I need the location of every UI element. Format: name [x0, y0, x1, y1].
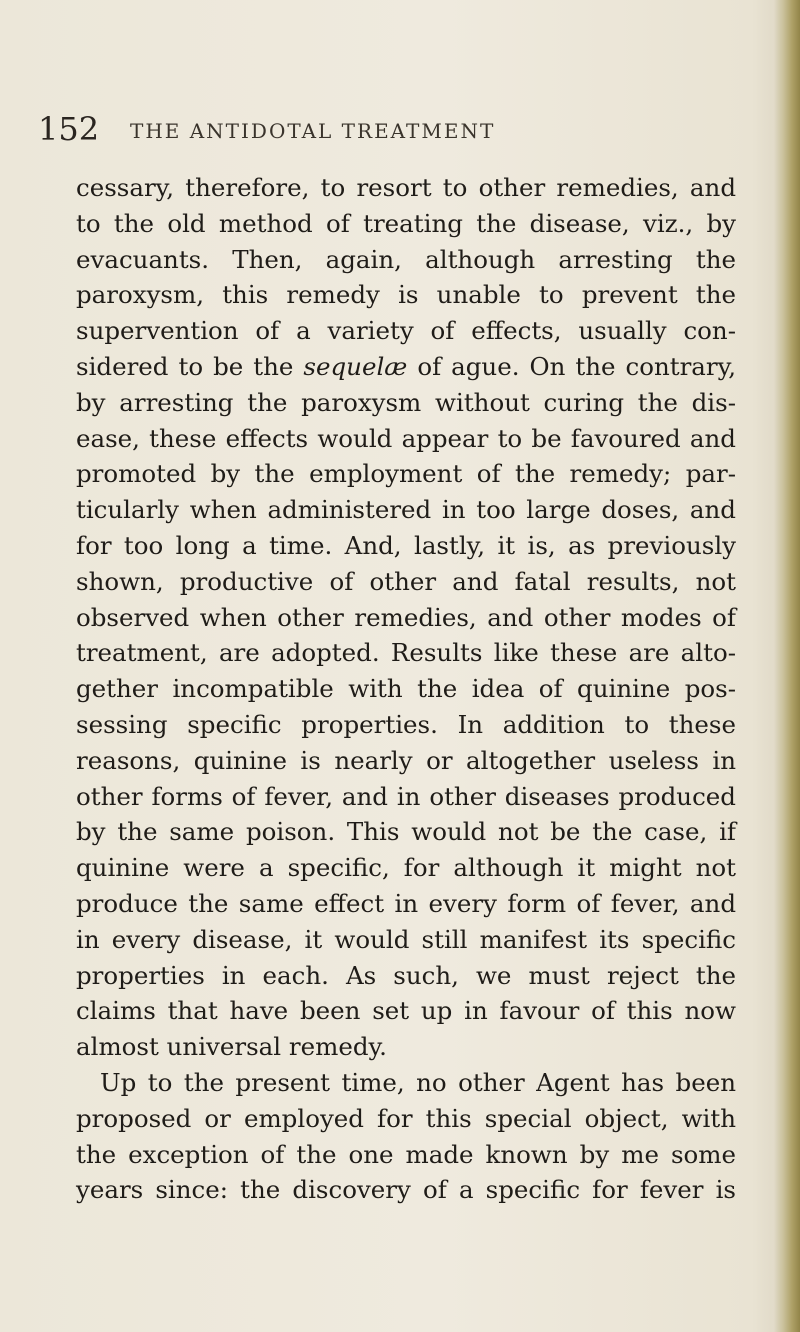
body-text: [76, 170, 736, 1208]
text-line: to the old method of treating the disease, viz., by: [76, 208, 736, 238]
text-line: gether incompatible with the idea of quinine pos-: [76, 674, 736, 704]
text-line: properties in each. As such, we must reject the: [76, 960, 736, 990]
text-line: quinine were a specific, for although it might not: [76, 853, 736, 883]
text-line: observed when other remedies, and other modes of: [76, 602, 736, 632]
text-line: promoted by the employment of the remedy; par-: [76, 459, 736, 489]
text-line: shown, productive of other and fatal results, not: [76, 566, 736, 596]
text-line: evacuants. Then, again, although arresting the: [76, 244, 736, 274]
text-line-end: of ague. On the contrary,: [407, 351, 736, 381]
paragraph-end-line: almost universal remedy.: [76, 1032, 387, 1062]
page-edge-shadow: [774, 0, 800, 1332]
text-line: in every disease, it would still manifest its specific: [76, 924, 736, 954]
text-line: ease, these effects would appear to be favoured and: [76, 423, 736, 453]
italic-term-sequelae: sequelæ: [303, 351, 408, 381]
text-line: other forms of fever, and in other diseases produced: [76, 781, 736, 811]
text-line: produce the same effect in every form of fever, and: [76, 888, 736, 918]
text-line: ticularly when administered in too large doses, and: [76, 495, 736, 525]
text-line: cessary, therefore, to resort to other remedies, and: [76, 173, 736, 202]
text-line: years since: the discovery of a specific for fever is: [76, 1175, 736, 1205]
text-line: the exception of the one made known by me some: [76, 1139, 736, 1169]
text-line: by the same poison. This would not be the case, if: [76, 817, 736, 847]
page-number: 152: [38, 110, 100, 148]
text-line: [76, 349, 736, 385]
text-line: by arresting the paroxysm without curing the dis-: [76, 387, 736, 417]
text-line: reasons, quinine is nearly or altogether useless in: [76, 745, 736, 775]
text-line: supervention of a variety of effects, usually con-: [76, 316, 736, 346]
text-line: treatment, are adopted. Results like these are alto-: [76, 638, 736, 668]
page-header: [38, 110, 738, 150]
text-line: claims that have been set up in favour of this now: [76, 996, 736, 1026]
text-line: proposed or employed for this special object, with: [76, 1103, 736, 1133]
paragraph-start-line: Up to the present time, no other Agent has been: [100, 1067, 736, 1097]
text-line: paroxysm, this remedy is unable to prevent the: [76, 280, 736, 310]
text-line-start: sidered to be the: [76, 351, 304, 381]
running-title: THE ANTIDOTAL TREATMENT: [130, 119, 496, 143]
text-line: sessing specific properties. In addition to these: [76, 709, 736, 739]
text-line: for too long a time. And, lastly, it is, as previously: [76, 530, 736, 560]
